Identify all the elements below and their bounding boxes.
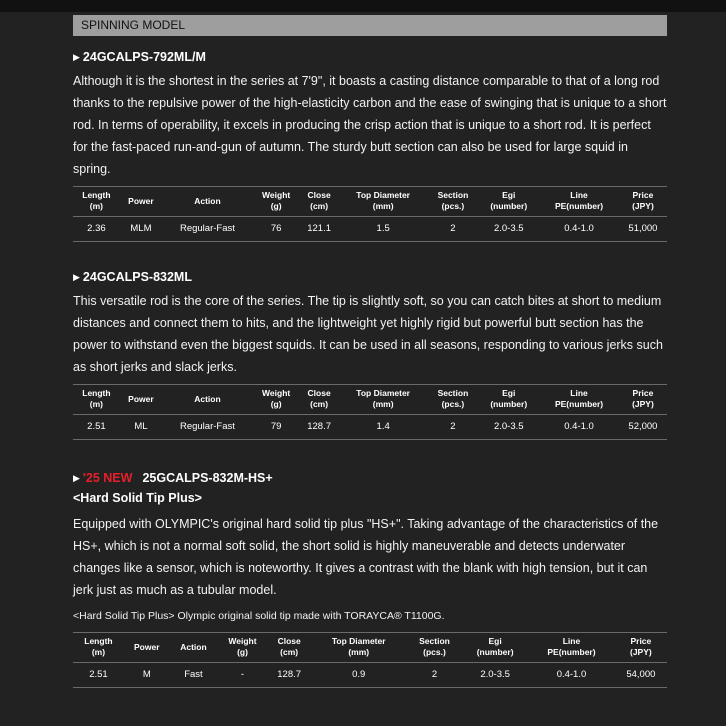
header-power: Power: [128, 393, 154, 404]
spec-length: 2.36: [73, 217, 120, 242]
header-close: Close (cm): [307, 388, 331, 409]
header-price: Price (JPY): [630, 636, 652, 657]
spec-line: 0.4-1.0: [539, 217, 619, 242]
spec-weight: 76: [253, 217, 300, 242]
spec-line: 0.4-1.0: [539, 415, 619, 440]
spec-top-diameter: 1.5: [339, 217, 428, 242]
spec-close: 128.7: [268, 663, 311, 688]
spec-section: 2: [428, 217, 479, 242]
header-length: Length (m): [82, 190, 111, 211]
spec-top-diameter: 1.4: [339, 415, 428, 440]
spec-line: 0.4-1.0: [528, 663, 615, 688]
header-top-diameter: Top Diameter (mm): [356, 388, 410, 409]
model-block-3: [73, 470, 667, 688]
spec-length: 2.51: [73, 415, 120, 440]
spec-power: ML: [120, 415, 162, 440]
spec-weight: -: [217, 663, 268, 688]
spec-action: Fast: [170, 663, 218, 688]
header-close: Close (cm): [277, 636, 301, 657]
model-title: [73, 269, 667, 285]
triangle-right-icon: ▶: [73, 52, 80, 62]
header-line: Line PE(number): [554, 190, 604, 211]
model-title: [73, 49, 667, 65]
spec-price: 52,000: [619, 415, 667, 440]
spec-egi: 2.0-3.5: [462, 663, 528, 688]
header-section: Section (pcs.): [437, 388, 469, 409]
header-egi: Egi (number): [490, 388, 528, 409]
header-line: Line PE(number): [547, 636, 596, 657]
spec-table: [73, 186, 667, 242]
spec-length: 2.51: [73, 663, 124, 688]
spec-top-diameter: 0.9: [311, 663, 407, 688]
spec-action: Regular-Fast: [162, 415, 253, 440]
spec-section: 2: [407, 663, 462, 688]
spec-power: MLM: [120, 217, 162, 242]
spec-header-row: [73, 385, 667, 415]
spec-row: [73, 663, 667, 688]
header-weight: Weight (g): [262, 388, 291, 409]
spec-action: Regular-Fast: [162, 217, 253, 242]
spec-egi: 2.0-3.5: [478, 415, 539, 440]
model-description: Although it is the shortest in the series at 7'9", it boasts a casting distance comparable to that of a long rod thanks to the repulsive power of the high-elasticity carbon and the ease of swinging that is unique to a short rod. In terms of operability, it excels in producing the crisp action that is unique to a short rod. It is perfect for the fast-paced run-and-gun of autumn. The sturdy butt section can also be used for large squid in spring.: [73, 74, 667, 176]
top-border: [0, 0, 726, 12]
triangle-right-icon: ▶: [73, 473, 80, 483]
triangle-right-icon: ▶: [73, 272, 80, 282]
spec-egi: 2.0-3.5: [478, 217, 539, 242]
new-badge: '25 NEW: [82, 471, 133, 485]
spec-row: [73, 415, 667, 440]
model-block-2: [73, 269, 667, 440]
header-top-diameter: Top Diameter (mm): [331, 636, 386, 657]
spec-section: 2: [428, 415, 479, 440]
spec-price: 54,000: [615, 663, 667, 688]
header-length: Length (m): [82, 388, 111, 409]
header-power: Power: [128, 195, 154, 206]
header-price: Price (JPY): [632, 388, 654, 409]
spec-close: 121.1: [299, 217, 338, 242]
header-action: Action: [180, 641, 207, 652]
model-description: Equipped with OLYMPIC's original hard solid tip plus "HS+". Taking advantage of the characteristics of the HS+, which is not a normal soft solid, the short solid is highly maneuverable and detects underwater changes like a sensor, which is noteworthy. It gives a contrast with the blank with high tension, but it can jerk just as much as a tubular model.: [73, 517, 659, 597]
spec-header-row: [73, 633, 667, 663]
model-name: 24GCALPS-792ML/M: [82, 50, 206, 64]
content: [73, 15, 667, 688]
spec-row: [73, 217, 667, 242]
header-power: Power: [134, 641, 160, 652]
header-weight: Weight (g): [262, 190, 291, 211]
header-close: Close (cm): [307, 190, 331, 211]
header-section: Section (pcs.): [419, 636, 450, 657]
spec-power: M: [124, 663, 170, 688]
header-egi: Egi (number): [476, 636, 514, 657]
header-action: Action: [194, 393, 221, 404]
model-name: 25GCALPS-832M-HS+: [142, 471, 273, 485]
spec-price: 51,000: [619, 217, 667, 242]
spec-table: [73, 632, 667, 688]
model-note: <Hard Solid Tip Plus> Olympic original solid tip made with TORAYCA® T1100G.: [73, 610, 445, 622]
header-action: Action: [194, 195, 221, 206]
model-description: This versatile rod is the core of the series. The tip is slightly soft, so you can catch bites at short to medium distances and connect them to hits, and the lightweight yet highly rigid but powerful butt section has the power to withstand even the biggest squids. It can be used in all seasons, responding to various jerks such as short jerks and slack jerks.: [73, 294, 663, 374]
section-title: SPINNING MODEL: [73, 15, 667, 36]
header-egi: Egi (number): [490, 190, 528, 211]
header-section: Section (pcs.): [437, 190, 469, 211]
header-price: Price (JPY): [632, 190, 654, 211]
model-block-1: [73, 49, 667, 242]
model-title: [73, 470, 667, 486]
spec-table: [73, 384, 667, 440]
model-name: 24GCALPS-832ML: [82, 270, 192, 284]
header-weight: Weight (g): [228, 636, 257, 657]
spec-header-row: [73, 187, 667, 217]
header-top-diameter: Top Diameter (mm): [356, 190, 410, 211]
model-subtitle: <Hard Solid Tip Plus>: [73, 491, 202, 505]
spec-close: 128.7: [299, 415, 338, 440]
header-length: Length (m): [84, 636, 113, 657]
header-line: Line PE(number): [554, 388, 604, 409]
spec-weight: 79: [253, 415, 300, 440]
